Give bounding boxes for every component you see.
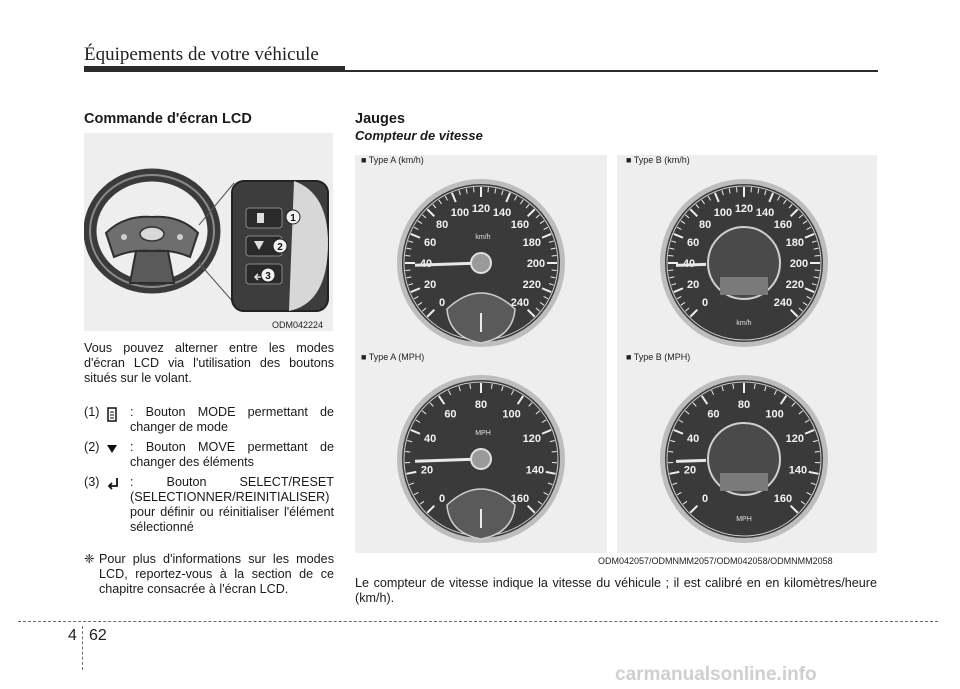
gauge-tick-label: 100 [713, 207, 733, 220]
select-return-icon [106, 477, 120, 495]
gauge-tick-label: 100 [450, 207, 470, 220]
gauge-tick-label: 220 [785, 279, 804, 292]
speedometer-description: Le compteur de vitesse indique la vitesse du véhicule ; il est calibré en en kilomètres/heure (km/h). [355, 576, 877, 605]
figure-code-left: ODM042224 [272, 320, 324, 330]
gauge-tick-label: 220 [522, 279, 541, 292]
gauge-tick-label: 140 [755, 207, 775, 220]
running-header: Équipements de votre véhicule [84, 44, 319, 65]
item-select-button: (3) : Bouton SELECT/RESET (SELECTIONNER/REINITIALISER) pour définir ou réinitialiser l'élément sélectionné [84, 475, 334, 534]
gauge-tick-label: 20 [424, 279, 437, 292]
steering-wheel-figure [84, 133, 333, 331]
gauge-tick-label: 240 [510, 296, 530, 309]
gauge-tick-label: 20 [683, 464, 697, 477]
gauge-tick-label: 20 [420, 464, 434, 477]
note-symbol: ❈ [84, 552, 95, 566]
page-number: 62 [89, 627, 107, 644]
gauge-type-a-mph [395, 373, 567, 545]
gauge-tick-label: 60 [707, 408, 720, 421]
gauge-tick-label: 120 [785, 432, 804, 445]
gauge-tick-label: 200 [789, 258, 809, 270]
gauge-tick-label: 160 [773, 492, 793, 505]
gauge-tick-label: 80 [474, 399, 488, 411]
note-text: Pour plus d'informations sur les modes LCD, reportez-vous à la section de ce chapitre consacrée à l'écran LCD. [99, 552, 334, 596]
gauge-tick-label: 120 [471, 203, 491, 215]
gauge-type-b-mph [658, 373, 830, 545]
gauge-tick-label: 80 [435, 219, 449, 232]
gauge-tick-label: 80 [698, 219, 712, 232]
gauge-tick-label: 60 [687, 236, 700, 249]
section-heading-lcd: Commande d'écran LCD [84, 111, 252, 127]
gauge-type-b-kmh [658, 177, 830, 349]
label-type-b-kmh: ■ Type B (km/h) [626, 155, 690, 165]
gauge-tick-label: 80 [737, 399, 751, 411]
item-mode-button: (1) : Bouton MODE permettant de changer de mode [84, 405, 334, 434]
gauge-tick-label: 140 [525, 464, 545, 477]
gauge-tick-label: 120 [734, 203, 754, 215]
gauge-tick-label: 0 [439, 296, 446, 309]
steering-wheel-illustration [84, 133, 333, 331]
label-type-a-kmh: ■ Type A (km/h) [361, 155, 424, 165]
speedometer-figure [355, 155, 877, 553]
footer-divider [82, 626, 83, 670]
gauge-tick-label: 140 [492, 207, 512, 220]
gauge-tick-label: 100 [765, 408, 784, 421]
figure-code-right: ODM042057/ODMNMM2057/ODM042058/ODMNMM2058 [598, 556, 833, 566]
gauge-unit-label: km/h [736, 320, 752, 327]
lcd-note [84, 552, 334, 597]
gauge-tick-label: 100 [502, 408, 521, 421]
gauge-type-a-kmh [395, 177, 567, 349]
gauge-tick-label: 200 [526, 258, 546, 270]
gauge-tick-label: 160 [510, 492, 530, 505]
svg-text:3: 3 [265, 271, 271, 282]
svg-text:1: 1 [290, 213, 296, 224]
gauge-tick-label: 60 [444, 408, 457, 421]
label-type-b-mph: ■ Type B (MPH) [626, 352, 691, 362]
lcd-intro-paragraph: Vous pouvez alterner entre les modes d'écran LCD via l'utilisation des boutons situés sur le volant. [84, 341, 334, 385]
header-bar [84, 66, 345, 72]
gauge-tick-label: 120 [522, 432, 541, 445]
item-move-button: (2) : Bouton MOVE permettant de changer des éléments [84, 440, 334, 469]
gauge-tick-label: 0 [439, 492, 446, 505]
mode-button-glyph [257, 213, 264, 223]
subheading-speedometer: Compteur de vitesse [355, 128, 483, 143]
figure-divider [607, 155, 617, 553]
gauge-tick-label: 240 [773, 296, 793, 309]
gauge-tick-label: 140 [788, 464, 808, 477]
gauge-unit-label: MPH [736, 516, 752, 523]
gauge-tick-label: 0 [702, 492, 709, 505]
mode-book-icon [106, 407, 118, 427]
gauge-unit-label: km/h [475, 234, 491, 241]
gauge-tick-label: 60 [424, 236, 437, 249]
gauge-tick-label: 160 [773, 219, 793, 232]
gauge-tick-label: 0 [702, 296, 709, 309]
footer-rule [18, 621, 938, 622]
gauge-tick-label: 40 [687, 432, 700, 445]
move-triangle-icon [106, 442, 118, 458]
watermark: carmanualsonline.info [615, 664, 817, 685]
gauge-tick-label: 180 [785, 236, 804, 249]
svg-text:2: 2 [277, 242, 283, 253]
chapter-number: 4 [68, 627, 77, 644]
gauge-tick-label: 20 [687, 279, 700, 292]
gauge-tick-label: 160 [510, 219, 530, 232]
section-heading-gauges: Jauges [355, 111, 405, 127]
gauge-unit-label: MPH [475, 430, 491, 437]
header-rule [345, 70, 878, 72]
gauge-tick-label: 180 [522, 236, 541, 249]
label-type-a-mph: ■ Type A (MPH) [361, 352, 425, 362]
gauge-tick-label: 40 [424, 432, 437, 445]
